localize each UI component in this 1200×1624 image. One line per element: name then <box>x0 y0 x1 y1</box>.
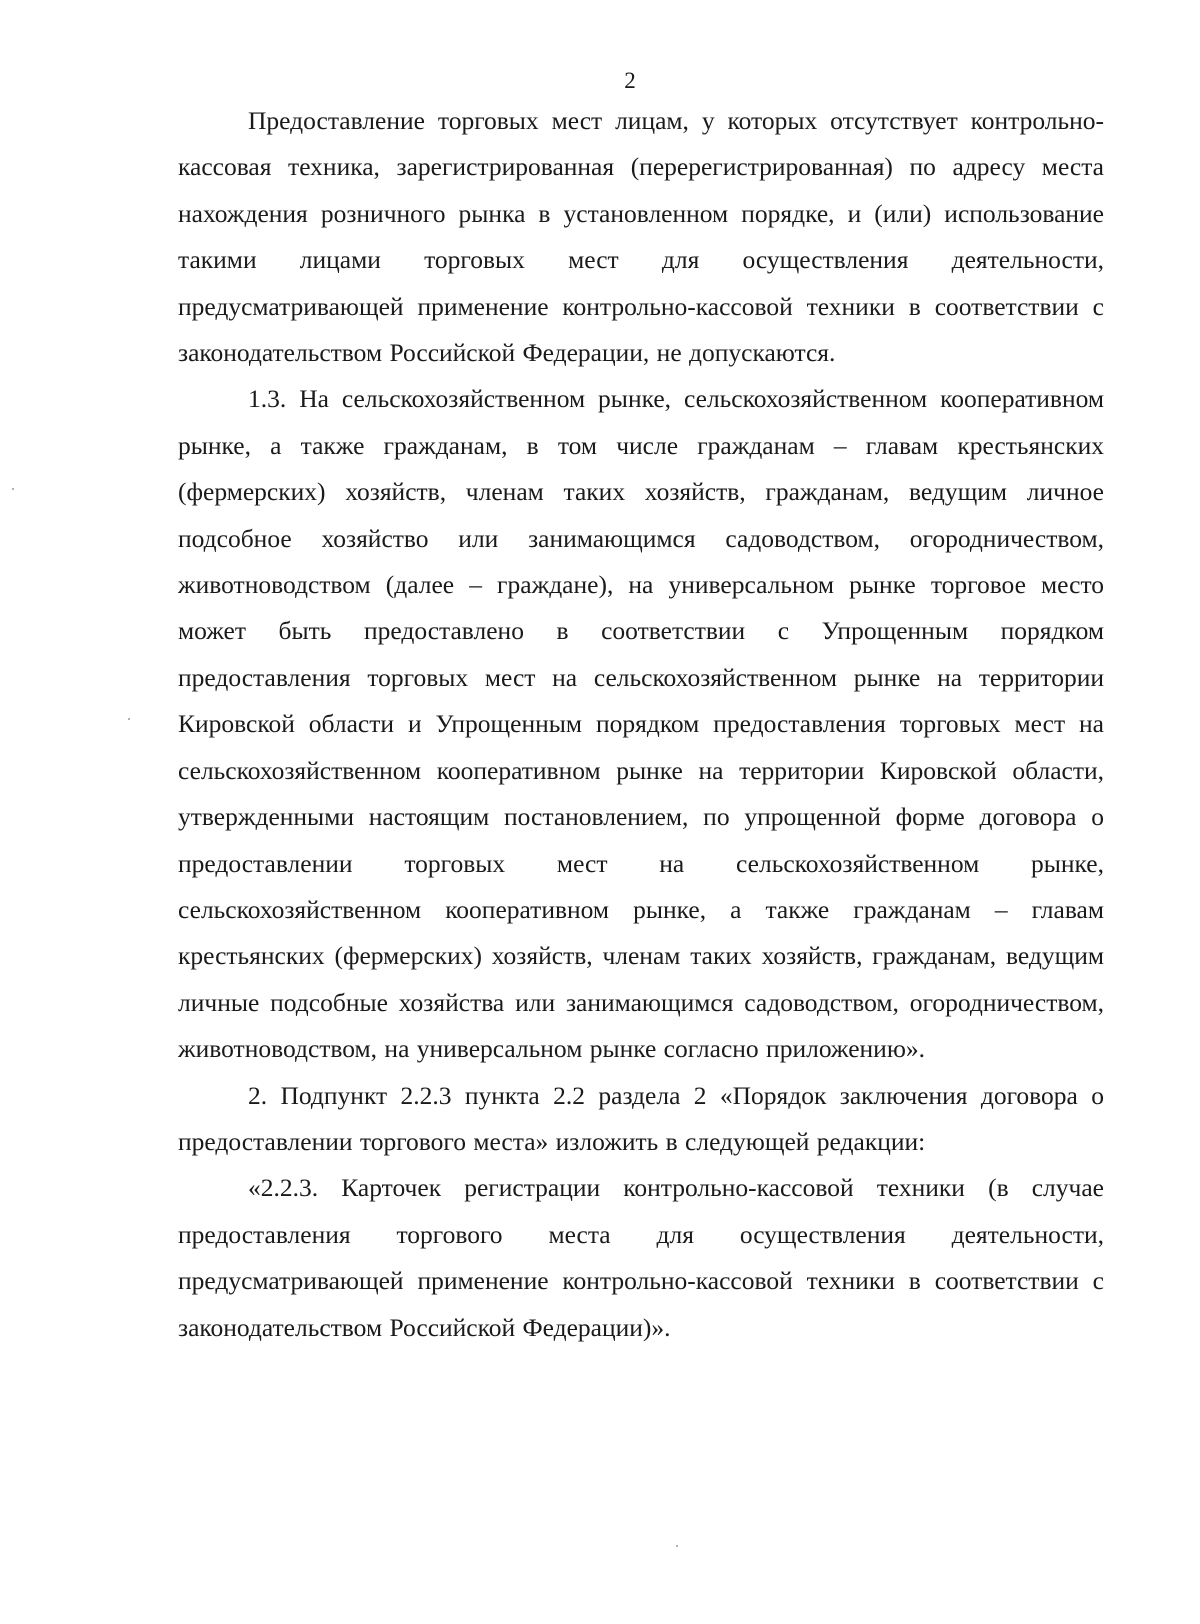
paragraph-1-3-simplified-procedure: 1.3. На сельскохозяйственном рынке, сельскохозяйственном кооперативном рынке, а также гражданам, в том числе гражданам – главам крестьянских (фермерских) хозяйств, членам таких хозяйств, гражданам, ведущим личное подсобное хозяйство или занимающимся садоводством, огородничеством, животноводством (далее – граждане), на универсальном рынке торговое место может быть предоставлено в соответствии с Упрощенным порядком предоставления торговых мест на сельскохозяйственном рынке на территории Кировской области и Упрощенным порядком предоставления торговых мест на сельскохозяйственном кооперативном рынке на территории Кировской области, утвержденными настоящим постановлением, по упрощенной форме договора о предоставлении торговых мест на сельскохозяйственном рынке, сельскохозяйственном кооперативном рынке, а также гражданам – главам крестьянских (фермерских) хозяйств, членам таких хозяйств, гражданам, ведущим личные подсобные хозяйства или занимающимся садоводством, огородничеством, животноводством, на универсальном рынке согласно приложению». <box>178 384 1104 1064</box>
paragraph-cash-register-requirement: Предоставление торговых мест лицам, у которых отсутствует контрольно-кассовая техника, зарегистрированная (перерегистрированная) по адресу места нахождения розничного рынка в установленном порядке, и (или) использование такими лицами торговых мест для осуществления деятельности, предусматривающей применение контрольно-кассовой техники в соответствии с законодательством Российской Федерации, не допускаются. <box>178 106 1104 368</box>
scan-speck <box>676 1545 678 1547</box>
document-body <box>178 98 1104 1351</box>
page-number: 2 <box>624 68 636 93</box>
paragraph-2-2-3-text: «2.2.3. Карточек регистрации контрольно-кассовой техники (в случае предоставления торгового места для осуществления деятельности, предусматривающей применение контрольно-кассовой техники в соответствии с законодательством Российской Федерации)». <box>178 1173 1104 1342</box>
scan-speck <box>128 718 130 720</box>
paragraph-2-amendment: 2. Подпункт 2.2.3 пункта 2.2 раздела 2 «Порядок заключения договора о предоставлении торгового места» изложить в следующей редакции: <box>178 1080 1104 1156</box>
scan-speck <box>12 488 14 490</box>
